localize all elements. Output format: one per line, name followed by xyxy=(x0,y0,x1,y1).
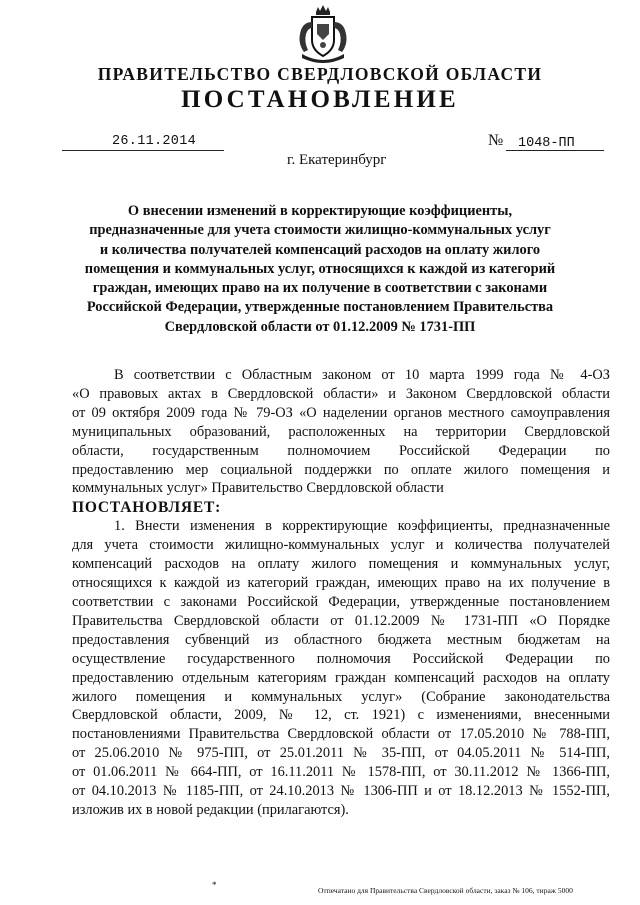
text-line: В соответствии с Областным законом от 10 марта 1999 года № 4-ОЗ xyxy=(114,367,610,383)
text-line: 1. Внести изменения в корректирующие коэффициенты, предназначенные xyxy=(114,518,610,535)
title-line: помещения и коммунальных услуг, относящихся к каждой из категорий xyxy=(84,260,556,277)
text-line: предоставлению мер социальной поддержки по оплате жилого помещения и xyxy=(72,461,610,478)
coat-of-arms-icon xyxy=(292,4,354,66)
document-date: 26.11.2014 xyxy=(112,134,197,149)
text-line: от 25.06.2010 № 975-ПП, от 25.01.2011 № 35-ПП, от 04.05.2011 № 514-ПП, xyxy=(72,745,610,762)
city: г. Екатеринбург xyxy=(287,152,387,168)
document-body xyxy=(72,366,610,820)
text-line: компенсаций расходов на оплату жилого помещения и коммунальных услуг, xyxy=(72,556,610,573)
title-line: Российской Федерации, утвержденные постановлением Правительства xyxy=(86,299,554,316)
government-name: ПРАВИТЕЛЬСТВО СВЕРДЛОВСКОЙ ОБЛАСТИ xyxy=(97,64,543,84)
document-number: 1048-ПП xyxy=(518,136,575,151)
text-line: соответствии с законами Российской Федерации, утвержденные постановлением xyxy=(72,593,610,610)
title-line: Свердловской области от 01.12.2009 № 1731-ПП xyxy=(164,318,476,335)
text-line: относящихся к каждой из категорий граждан, имеющих право на их получение в xyxy=(72,575,610,592)
print-note: Отпечатано для Правительства Свердловской области, заказ № 106, тираж 5000 xyxy=(318,886,573,895)
text-line: осуществление государственного полномочия Российской Федерации по xyxy=(72,650,610,667)
text-line: Правительства Свердловской области от 01.12.2009 № 1731-ПП «О Порядке xyxy=(72,612,610,629)
document-type: ПОСТАНОВЛЕНИЕ xyxy=(181,86,459,113)
title-line: предназначенные для учета стоимости жилищно-коммунальных услуг xyxy=(89,222,551,239)
text-line: коммунальных услуг» Правительство Свердловской области xyxy=(72,480,444,497)
number-sign: № xyxy=(488,132,504,149)
text-line: постановлениями Правительства Свердловской области от 17.05.2010 № 788-ПП, xyxy=(72,726,610,743)
item-1 xyxy=(72,517,610,820)
text-line: предоставления субвенций из областного бюджета местным бюджетам на xyxy=(72,631,610,648)
text-line: от 01.06.2011 № 664-ПП, от 16.11.2011 № 1578-ПП, от 30.11.2012 № 1366-ПП, xyxy=(72,764,610,781)
text-line: от 04.10.2013 № 1185-ПП, от 24.10.2013 № 1306-ПП и от 18.12.2013 № 1552-ПП, xyxy=(72,783,610,800)
text-line: муниципальных образований, расположенных на территории Свердловской xyxy=(72,423,610,440)
text-line: изложив их в новой редакции (прилагаются). xyxy=(72,801,349,818)
text-line: от 09 октября 2009 года № 79-ОЗ «О наделении органов местного самоуправления xyxy=(72,404,610,421)
text-line: жилого помещения и коммунальных услуг» (Собрание законодательства xyxy=(72,688,610,705)
preamble xyxy=(72,366,610,498)
text-line: Свердловской области, 2009, № 12, ст. 1921) с изменениями, внесенными xyxy=(72,707,610,724)
title-line: граждан, имеющих право на их получение в соответствии с законами xyxy=(92,280,548,297)
title-line: О внесении изменений в корректирующие коэффициенты, xyxy=(127,203,513,219)
resolves-heading: ПОСТАНОВЛЯЕТ: xyxy=(72,499,222,517)
title-line: и количества получателей компенсаций расходов на оплату жилого xyxy=(99,241,541,258)
date-underline xyxy=(62,150,224,151)
text-line: предоставлению отдельным категориям граждан компенсаций расходов на оплату xyxy=(72,669,610,686)
text-line: области, государственным полномочием Российской Федерации по xyxy=(72,442,610,459)
text-line: «О правовых актах в Свердловской области» и Законом Свердловской области xyxy=(72,385,610,402)
text-line: для учета стоимости жилищно-коммунальных услуг и количества получателей xyxy=(72,537,610,554)
document-title xyxy=(72,202,568,337)
footer-mark: * xyxy=(212,880,217,890)
